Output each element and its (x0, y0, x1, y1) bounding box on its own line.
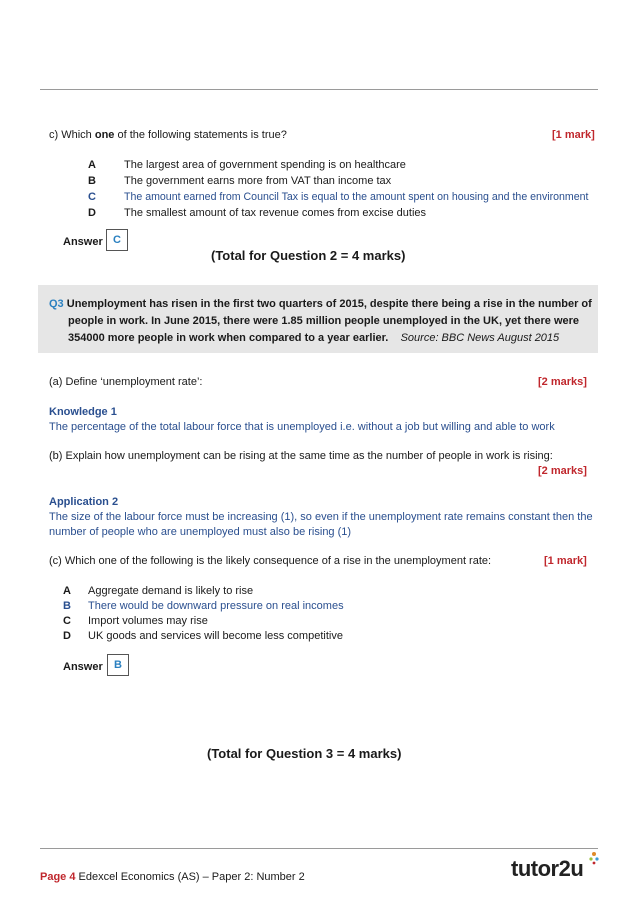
q3-total: (Total for Question 3 = 4 marks) (207, 746, 402, 761)
q2c-mark: [1 mark] (552, 129, 595, 141)
q2c-answer-box: C (106, 229, 128, 251)
top-divider (40, 89, 598, 90)
q3b-answer-line2: number of people who are unemployed must also be rising (1) (49, 526, 352, 538)
q2c-option-a-text: The largest area of government spending is on healthcare (124, 159, 406, 171)
q3-stem-line1: Q3 Unemployment has risen in the first two quarters of 2015, despite there being a rise in the number of (49, 298, 592, 310)
q2c-option-b-letter: B (88, 175, 96, 187)
q3c-option-b-letter: B (63, 600, 71, 612)
q3c-mark: [1 mark] (544, 555, 587, 567)
q3b-heading: Application 2 (49, 496, 119, 508)
q2c-option-c-letter: C (88, 191, 96, 203)
q2c-option-c-text: The amount earned from Council Tax is equal to the amount spent on housing and the environment (124, 191, 589, 203)
q3c-answer-label: Answer (63, 661, 103, 673)
q3a-answer: The percentage of the total labour force that is unemployed i.e. without a job but willing and able to work (49, 421, 555, 433)
q3c-prompt: (c) Which one of the following is the likely consequence of a rise in the unemployment rate: (49, 555, 492, 567)
q3b-answer-line1: The size of the labour force must be increasing (1), so even if the unemployment rate remains constant then the (49, 511, 593, 523)
footer-divider (40, 848, 598, 849)
q3b-mark: [2 marks] (538, 465, 587, 477)
q3a-mark: [2 marks] (538, 376, 587, 388)
q3c-option-c-letter: C (63, 615, 71, 627)
q3c-option-a-letter: A (63, 585, 71, 597)
q3c-option-a-text: Aggregate demand is likely to rise (88, 585, 254, 597)
q3c-option-d-letter: D (63, 630, 71, 642)
q2c-answer-label: Answer (63, 236, 103, 248)
q3c-answer-box: B (107, 654, 129, 676)
q2c-option-d-letter: D (88, 207, 96, 219)
q2c-prompt: c) Which one of the following statements is true? (49, 129, 287, 141)
q3-stem-line3: 354000 more people in work when compared to a year earlier. Source: BBC News August 2015 (68, 332, 560, 344)
q2c-option-b-text: The government earns more from VAT than income tax (124, 175, 392, 187)
q3-stem-line2: people in work. In June 2015, there were 1.85 million people unemployed in the UK, yet there were (68, 315, 580, 327)
q3a-heading: Knowledge 1 (49, 406, 117, 418)
q2c-option-a-letter: A (88, 159, 96, 171)
q2-total: (Total for Question 2 = 4 marks) (211, 248, 406, 263)
q2c-option-d-text: The smallest amount of tax revenue comes from excise duties (124, 207, 427, 219)
footer-text: Page 4 Edexcel Economics (AS) – Paper 2: Number 2 (40, 871, 305, 883)
q3c-option-d-text: UK goods and services will become less competitive (88, 630, 343, 642)
logo-sparkle-icon (588, 851, 600, 865)
q3a-prompt: (a) Define ‘unemployment rate’: (49, 376, 203, 388)
tutor2u-logo: tutor2u (511, 856, 584, 881)
q3b-prompt: (b) Explain how unemployment can be rising at the same time as the number of people in work is rising: (49, 450, 553, 462)
q3c-option-c-text: Import volumes may rise (88, 615, 208, 627)
q3c-option-b-text: There would be downward pressure on real incomes (88, 600, 344, 612)
